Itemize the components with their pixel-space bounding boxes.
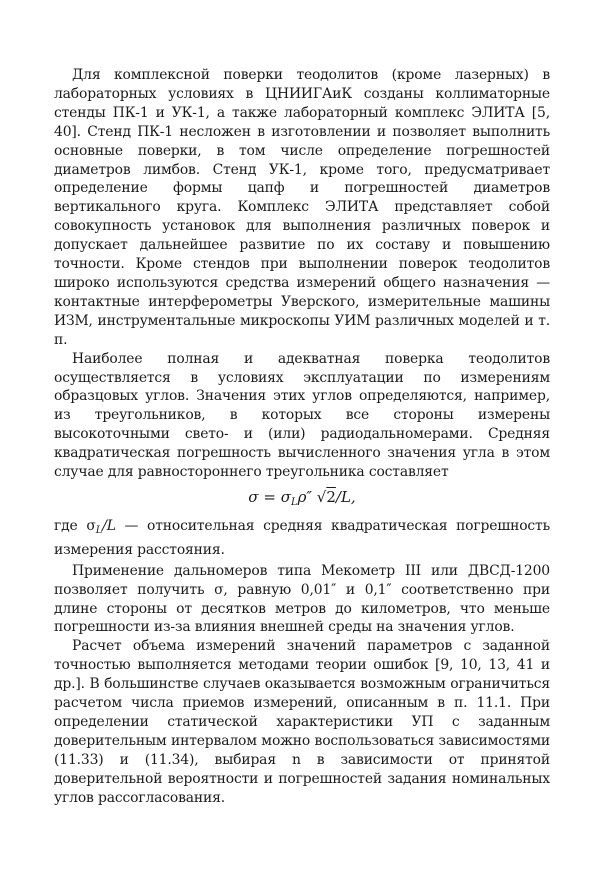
after-formula-mid: /L bbox=[102, 517, 116, 534]
after-formula-sub: L bbox=[95, 524, 103, 536]
formula-tail: /L, bbox=[335, 487, 356, 506]
paragraph-after-formula bbox=[54, 517, 550, 560]
paragraph-4: Расчет объема измерений значений параметров с заданной точностью выполняется методами теории ошибок [9, 10, 13, 41 и др.]. В большинстве случаев оказывается возможным ограничиться расчетом числа приемов измерений, описанным в п. 11.1. При определении статической характеристики УП с заданным доверительным интервалом можно воспользоваться зависимостями (11.33) и (11.34), выбирая n в зависимости от принятой доверительной вероятности и погрешностей задания номинальных углов рассогласования. bbox=[54, 638, 550, 806]
paragraph-2: Наиболее полная и адекватная поверка теодолитов осуществляется в условиях эксплуатации по измерениям образцовых углов. Значения этих углов определяются, например, из треугольников, в которых все стороны измерены высокоточными свето- и (или) радиодальномерами. Средняя квадратическая погрешность вычисленного значения угла в этом случае для равностороннего треугольника составляет bbox=[54, 350, 550, 481]
paragraph-3: Применение дальномеров типа Мекометр III или ДВСД-1200 позволяет получить σ, равную 0,01″ и 0,1″ соответственно при длине стороны от десятков метров до километров, что меньше погрешности из-за влияния внешней среды на значения углов. bbox=[54, 562, 550, 636]
formula-rho: ρ″ bbox=[297, 487, 312, 506]
formula bbox=[54, 485, 550, 515]
formula-lhs: σ bbox=[248, 487, 259, 506]
after-formula-rest: — относительная средняя квадратическая погрешность измерения расстояния. bbox=[54, 517, 550, 558]
formula-radicand: 2 bbox=[326, 487, 336, 506]
page-content bbox=[54, 66, 550, 808]
formula-sqrt-sign: √ bbox=[316, 487, 327, 506]
formula-sub: L bbox=[290, 496, 298, 508]
formula-eq: = bbox=[263, 487, 276, 506]
formula-sigma: σ bbox=[280, 487, 291, 506]
paragraph-1: Для комплексной поверки теодолитов (кроме лазерных) в лабораторных условиях в ЦНИИГАиК созданы коллиматорные стенды ПК-1 и УК-1, а также лабораторный комплекс ЭЛИТА [5, 40]. Стенд ПК-1 несложен в изготовлении и позволяет выполнить основные поверки, в том числе определение погрешностей диаметров лимбов. Стенд УК-1, кроме того, предусматривает определение формы цапф и погрешностей диаметров вертикального круга. Комплекс ЭЛИТА представляет собой совокупность установок для выполнения различных поверок и допускает дальнейшее развитие по их составу и повышению точности. Кроме стендов при выполнении поверок теодолитов широко используются средства измерений общего назначения — контактные интерферометры Уверского, измерительные машины ИЗМ, инструментальные микроскопы УИМ различных моделей и т. п. bbox=[54, 67, 550, 348]
after-formula-prefix: где σ bbox=[54, 517, 96, 534]
